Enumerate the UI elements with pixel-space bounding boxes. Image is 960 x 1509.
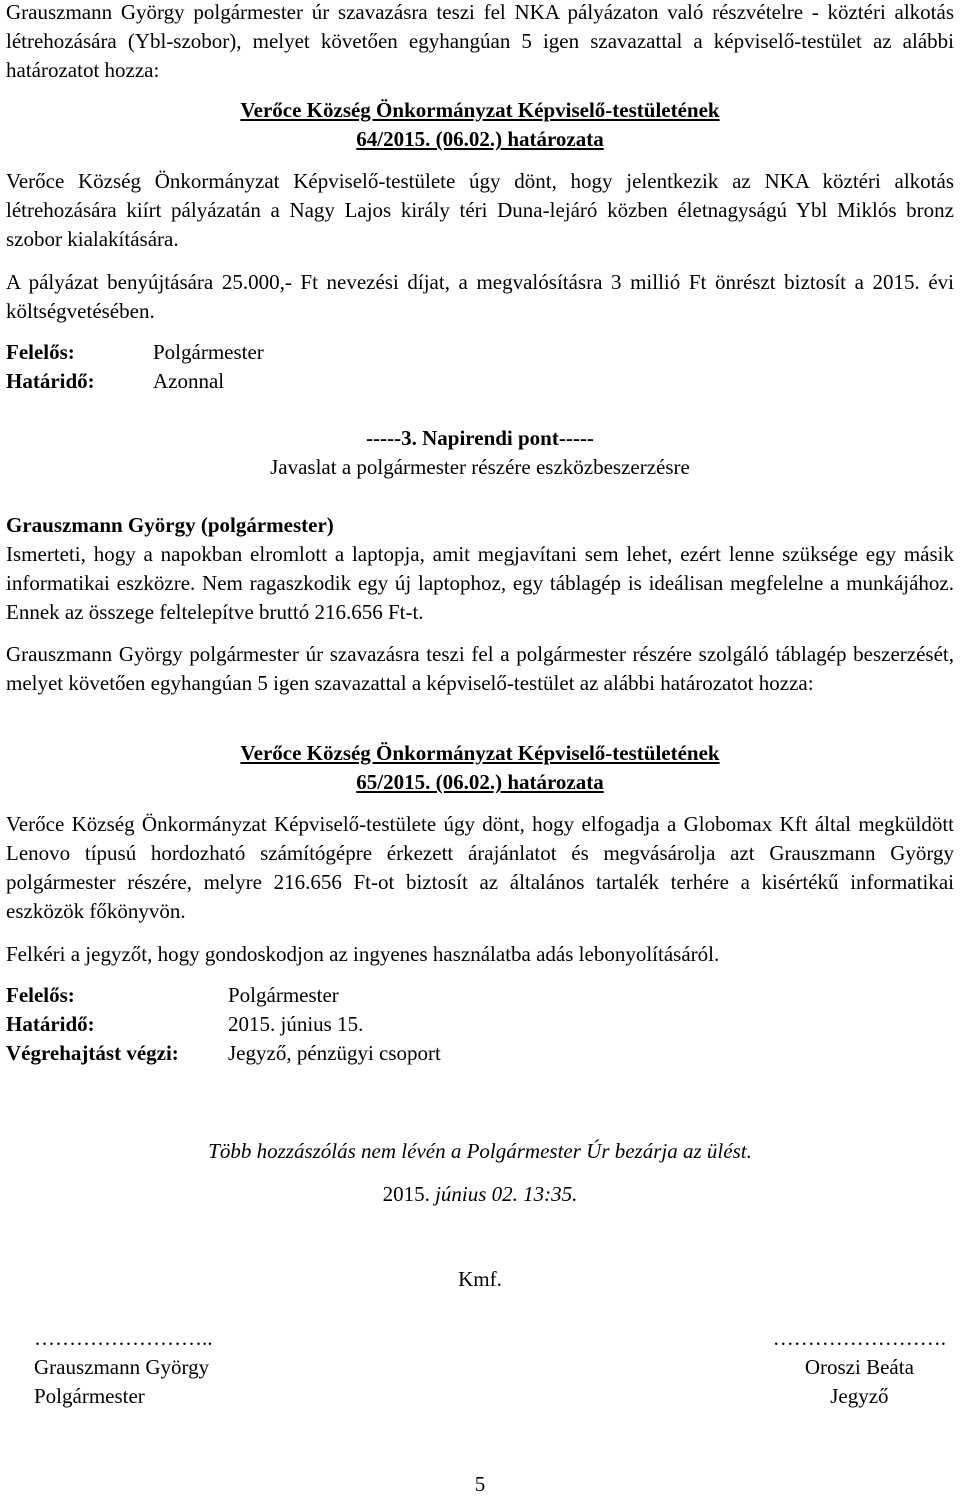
responsible-value: Polgármester: [228, 983, 339, 1007]
executor-value: Jegyző, pénzügyi csoport: [228, 1041, 441, 1065]
responsible-value: Polgármester: [153, 340, 264, 364]
resolution-64-heading: [0, 96, 960, 154]
signature-line: …………………….: [772, 1326, 946, 1350]
resolution-64-funding: A pályázat benyújtására 25.000,- Ft nevezési díjat, a megvalósításra 3 millió Ft önrészt biztosít a 2015. évi költségvetésében.: [6, 270, 954, 323]
resolution-64-heading-line1: Verőce Község Önkormányzat Képviselő-testületének: [240, 98, 720, 122]
signatory-title: Polgármester: [34, 1384, 145, 1408]
signature-notary: [773, 1324, 946, 1411]
agenda-title: -----3. Napirendi pont-----: [366, 426, 594, 450]
signatory-title: Jegyző: [830, 1384, 889, 1408]
resolution-65-heading-line2: 65/2015. (06.02.) határozata: [356, 770, 604, 794]
intro-paragraph: Grauszmann György polgármester úr szavazásra teszi fel NKA pályázaton való részvételre - köztéri alkotás létrehozására (Ybl-szobor), melyet követően egyhangúan 5 igen szavazattal a képviselő-testület az alábbi határozatot hozza:: [6, 0, 954, 82]
executor-label: Végrehajtást végzi:: [6, 1041, 179, 1065]
closing-date-time: június 02. 13:35.: [435, 1182, 578, 1206]
resolution-65-responsibility: [6, 981, 441, 1068]
resolution-65-heading: [0, 739, 960, 797]
resolution-64-heading-line2: 64/2015. (06.02.) határozata: [356, 127, 604, 151]
resolution-65-request: Felkéri a jegyzőt, hogy gondoskodjon az ingyenes használatba adás lebonyolításáról.: [6, 942, 720, 966]
speaker-statement: Ismerteti, hogy a napokban elromlott a laptopja, amit megjavítani sem lehet, ezért lenne szüksége egy másik informatikai eszközre. Nem ragaszkodik egy új laptophoz, egy táblagép is ideálisan megfelelne a munkájához. Ennek az összege feltelepítve bruttó 216.656 Ft-t.: [6, 542, 954, 624]
deadline-label: Határidő:: [6, 1012, 95, 1036]
agenda-subtitle: Javaslat a polgármester részére eszközbeszerzésre: [270, 455, 690, 479]
closing-date-year: 2015.: [382, 1182, 436, 1206]
responsible-label: Felelős:: [6, 340, 75, 364]
signature-line: ……………………..: [34, 1326, 213, 1350]
resolution-65-body: Verőce Község Önkormányzat Képviselő-testülete úgy dönt, hogy elfogadja a Globomax Kft által megküldött Lenovo típusú hordozható számítógépre érkezett árajánlatot és megvásárolja azt Grauszmann György polgármester részére, melyre 216.656 Ft-ot biztosít az általános tartalék terhére a kisértékű informatikai eszközök főkönyvön.: [6, 812, 954, 923]
responsible-label: Felelős:: [6, 983, 75, 1007]
agenda-item-3: [0, 424, 960, 482]
resolution-64-body: Verőce Község Önkormányzat Képviselő-testülete úgy dönt, hogy jelentkezik az NKA köztéri alkotás létrehozására kiírt pályázatán a Nagy Lajos király téri Duna-lejáró közben életnagyságú Ybl Miklós bronz szobor kialakítására.: [6, 169, 954, 251]
resolution-65-heading-line1: Verőce Község Önkormányzat Képviselő-testületének: [240, 741, 720, 765]
signatory-name: Oroszi Beáta: [804, 1355, 914, 1379]
speaker-name: Grauszmann György (polgármester): [6, 513, 334, 537]
resolution-64-responsibility: [6, 338, 264, 396]
page-number: 5: [474, 1472, 486, 1496]
deadline-value: Azonnal: [153, 369, 225, 393]
closing-date: [0, 1180, 960, 1209]
kmf-label: Kmf.: [458, 1267, 502, 1291]
closing-statement: Több hozzászólás nem lévén a Polgármester Úr bezárja az ülést.: [208, 1139, 752, 1163]
deadline-label: Határidő:: [6, 369, 95, 393]
deadline-value: 2015. június 15.: [228, 1012, 364, 1036]
vote-paragraph: Grauszmann György polgármester úr szavazásra teszi fel a polgármester részére szolgáló táblagép beszerzését, melyet követően egyhangúan 5 igen szavazattal a képviselő-testület az alábbi határozatot hozza:: [6, 642, 954, 695]
signatory-name: Grauszmann György: [34, 1355, 210, 1379]
signature-mayor: [34, 1324, 213, 1411]
